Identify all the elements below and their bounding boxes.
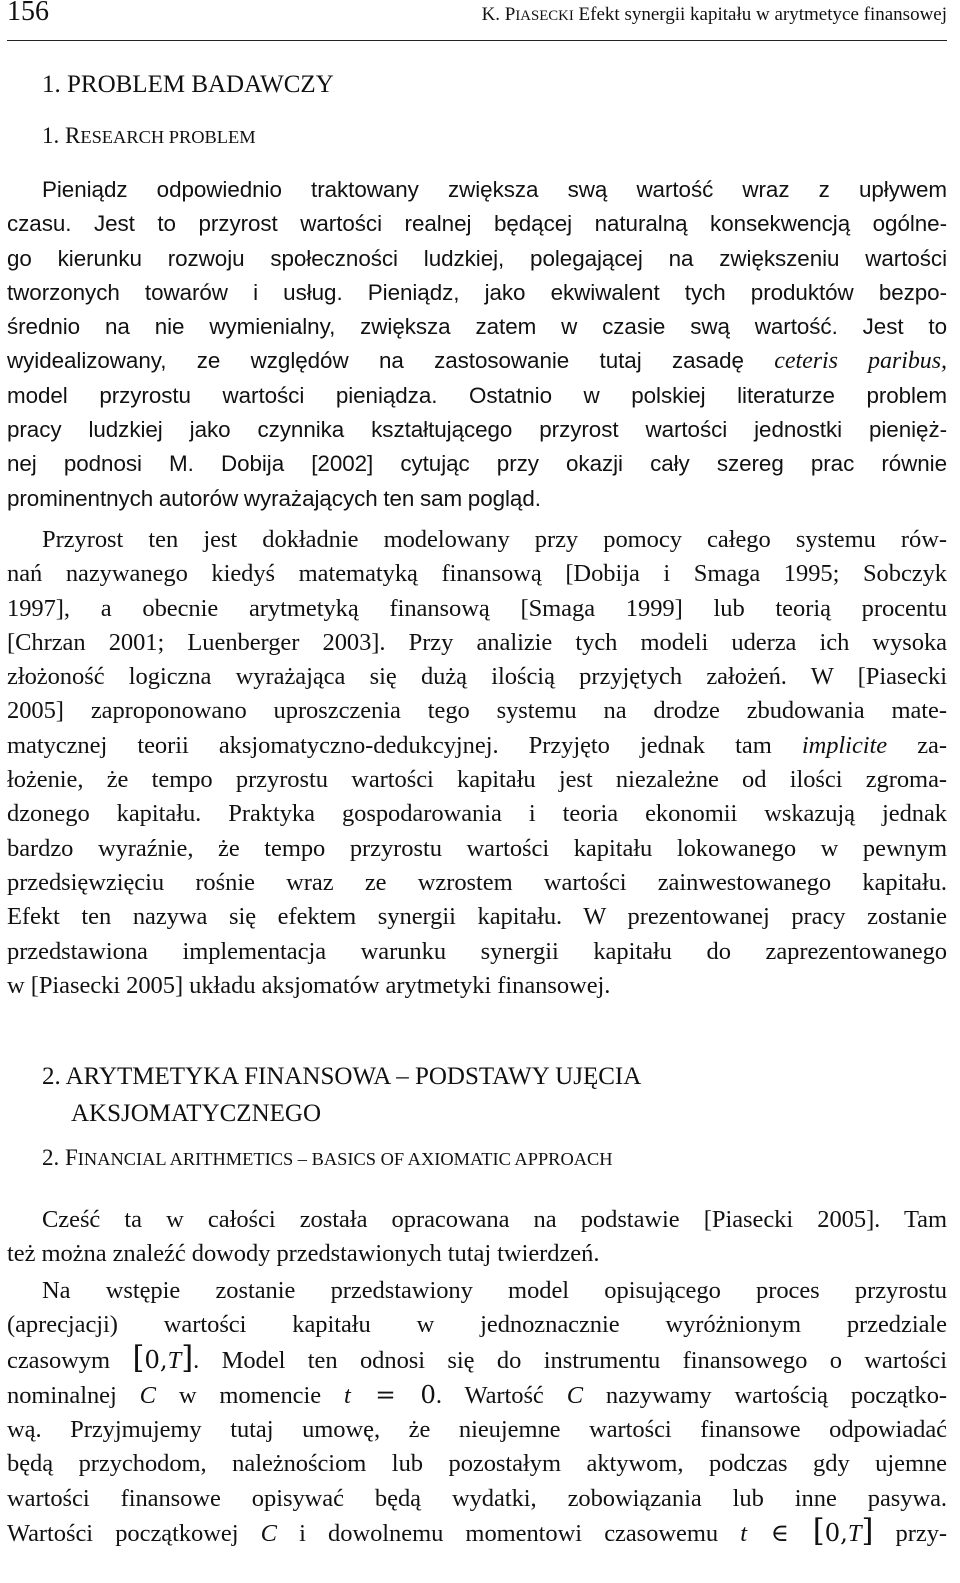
section-2-heading: 2. ARYTMETYKA FINANSOWA – PODSTAWY UJĘCIA AKSJOMATYCZNEGO <box>42 1063 642 1127</box>
page-number: 156 <box>7 0 49 27</box>
section-2-heading-en: 2. FINANCIAL ARITHMETICS – BASICS OF AXIOMATIC APPROACH <box>42 1145 613 1170</box>
paragraph-2: Przyrost ten jest dokładnie modelowany przy pomocy całego systemu rów- nań nazywanego kiedyś matematyką finansową [Dobija i Smaga 1995; Sobczyk 1997], a obecnie arytmetyką finansową [Smaga 1999] lub teorią procentu [Chrzan 2001; Luenberger 2003]. Przy analizie tych modeli uderza ich wysoka złożoność logiczna wyrażająca się dużą ilością przyjętych założeń. W [Piasecki 2005] zaproponowano uproszczenia tego systemu na drodze zbudowania mate- matycznej teorii aksjomatyczno-dedukcyjnej. Przyjęto jednak tam implicite za- łożenie, że tempo przyrostu wartości kapitału jest niezależne od ilości zgroma- dzonego kapitału. Praktyka gospodarowania i teoria ekonomii wskazują jednak bardzo wyraźnie, że tempo przyrostu wartości kapitału lokowanego w pewnym przedsięwzięciu rośnie wraz ze wzrostem wartości zainwestowanego kapitału. Efekt ten nazywa się efektem synergii kapitału. W prezentowanej pracy zostanie przedstawiona implementacja warunku synergii kapitału do zaprezentowanego w [Piasecki 2005] układu aksjomatów arytmetyki finansowej. <box>7 526 947 999</box>
header-title: K. PIASECKI Efekt synergii kapitału w arytmetyce finansowej <box>481 4 947 25</box>
running-header <box>7 0 947 41</box>
section-1-heading-en: 1. RESEARCH PROBLEM <box>42 123 256 148</box>
paragraph-4: Na wstępie zostanie przedstawiony model opisującego proces przyrostu (aprecjacji) wartości kapitału w jednoznacznie wyróżnionym przedziale czasowym [0,T]. Model ten odnosi się do instrumentu finansowego o wartości nominalnej C w momencie t = 0. Wartość C nazywamy wartością początko- wą. Przyjmujemy tutaj umowę, że nieujemne wartości finansowe odpowiadać będą przychodom, należnościom lub pozostałym aktywom, podczas gdy ujemne wartości finansowe opisywać będą wydatki, zobowiązania lub inne pasywa. Wartości początkowej C i dowolnemu momentowi czasowemu t ∈ [0,T] przy- <box>7 1277 948 1550</box>
paragraph-3: Cześć ta w całości została opracowana na podstawie [Piasecki 2005]. Tam też można znaleźć dowody przedstawionych tutaj twierdzeń. <box>7 1206 947 1268</box>
document-page <box>7 0 948 1550</box>
interval-0-T: [0,T] <box>132 1340 194 1376</box>
paragraph-1: Pieniądz odpowiednio traktowany zwiększa swą wartość wraz z upływem czasu. Jest to przyrost wartości realnej będącej naturalną konsekwencją ogólne- go kierunku rozwoju społeczności ludzkiej, polegającej na zwiększeniu wartości tworzonych towarów i usług. Pieniądz, jako ekwiwalent tych produktów bezpo- średnio na nie wymienialny, zwiększa zatem w czasie swą wartość. Jest to wyidealizowany, ze względów na zastosowanie tutaj zasadę ceteris paribus, model przyrostu wartości pieniądza. Ostatnio w polskiej literaturze problem pracy ludzkiej jako czynnika kształtującego przyrost wartości jednostki pienięż- nej podnosi M. Dobija [2002] cytując przy okazji cały szereg prac równie prominentnych autorów wyrażających ten sam pogląd. <box>7 177 947 511</box>
section-1-heading: 1. PROBLEM BADAWCZY <box>42 71 334 98</box>
